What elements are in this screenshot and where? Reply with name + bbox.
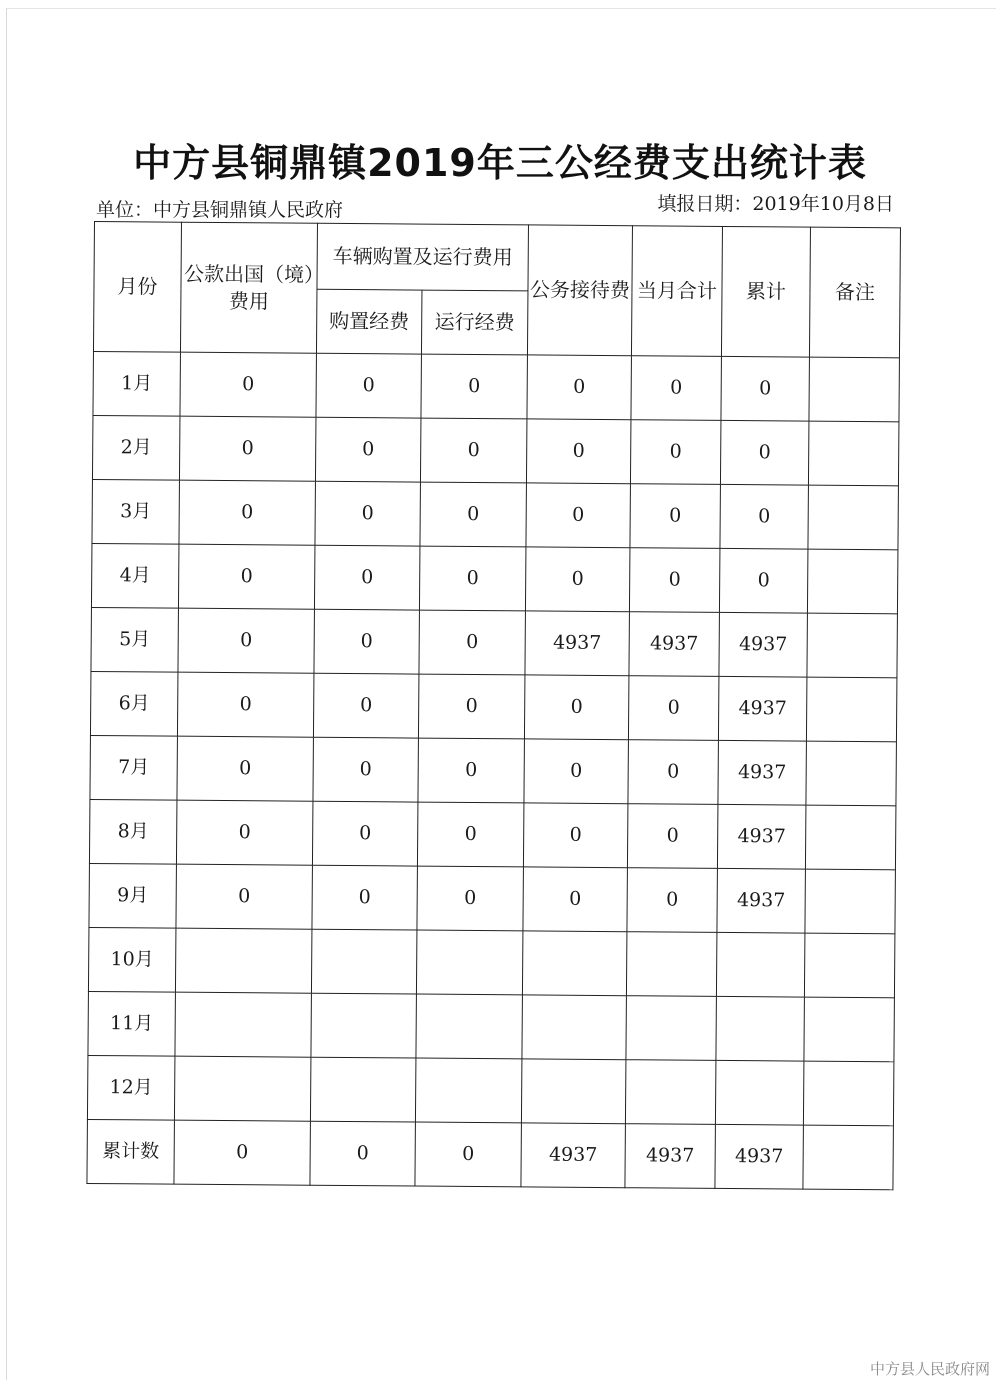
cell-vehicle-purchase: 0 — [314, 545, 419, 610]
cell-remarks — [809, 357, 899, 422]
cell-cumulative: 4937 — [717, 868, 805, 933]
cell-reception — [522, 995, 626, 1060]
table-row — [91, 543, 897, 613]
cell-remarks — [804, 933, 894, 998]
cell-cumulative: 4937 — [718, 676, 806, 741]
table-row — [92, 415, 898, 485]
cell-cumulative: 4937 — [717, 804, 805, 869]
cell-month: 10月 — [88, 927, 175, 992]
cell-reception: 0 — [523, 867, 627, 932]
cell-overseas: 0 — [176, 800, 312, 865]
cell-overseas — [174, 1056, 310, 1121]
header-monthly-total: 当月合计 — [631, 226, 722, 357]
cell-remarks — [807, 549, 897, 614]
total-reception: 4937 — [521, 1123, 625, 1188]
cell-cumulative — [715, 1060, 803, 1125]
header-vehicle-group: 车辆购置及运行费用 — [317, 223, 529, 291]
cell-cumulative — [716, 932, 804, 997]
cell-month: 11月 — [88, 991, 175, 1056]
cell-monthly-total: 0 — [631, 356, 721, 421]
cell-reception: 0 — [525, 547, 629, 612]
table-row — [92, 479, 898, 549]
cell-reception: 0 — [524, 739, 628, 804]
cell-monthly-total: 0 — [629, 548, 719, 613]
table-row — [91, 607, 897, 677]
cell-month: 2月 — [92, 415, 179, 480]
cell-monthly-total — [625, 1060, 715, 1125]
header-month: 月份 — [93, 222, 181, 353]
header-cumulative: 累计 — [721, 226, 810, 357]
table-row — [88, 991, 894, 1061]
table-row — [90, 671, 896, 741]
table-body — [87, 351, 900, 1189]
cell-overseas: 0 — [180, 352, 316, 417]
cell-overseas — [175, 928, 311, 993]
cell-vehicle-operation: 0 — [421, 354, 527, 419]
expense-table — [86, 221, 901, 1190]
cell-month: 7月 — [90, 735, 177, 800]
table-row — [88, 927, 894, 997]
cell-reception — [521, 1059, 625, 1124]
cell-monthly-total: 0 — [628, 740, 718, 805]
cell-monthly-total: 0 — [628, 676, 718, 741]
cell-vehicle-purchase: 0 — [314, 609, 419, 674]
header-reception: 公务接待费 — [527, 225, 632, 356]
cell-vehicle-operation: 0 — [419, 610, 525, 675]
cell-reception: 0 — [523, 803, 627, 868]
cell-cumulative: 4937 — [718, 740, 806, 805]
cell-vehicle-purchase: 0 — [313, 673, 418, 738]
table-row — [87, 1055, 893, 1125]
cell-month: 3月 — [92, 479, 179, 544]
total-label: 累计数 — [87, 1119, 174, 1184]
date-label: 填报日期：2019年10月8日 — [657, 193, 894, 215]
header-vehicle-operation: 运行经费 — [421, 290, 527, 355]
cell-remarks — [806, 741, 896, 806]
cell-month: 12月 — [87, 1055, 174, 1120]
cell-overseas: 0 — [178, 544, 314, 609]
cell-cumulative: 4937 — [719, 612, 807, 677]
cell-vehicle-purchase: 0 — [312, 801, 417, 866]
cell-vehicle-purchase — [311, 929, 416, 994]
cell-month: 8月 — [89, 799, 176, 864]
cell-monthly-total: 0 — [627, 868, 717, 933]
cell-remarks — [803, 1061, 893, 1126]
cell-monthly-total — [626, 932, 716, 997]
cell-cumulative: 0 — [721, 356, 809, 421]
table-row — [90, 735, 896, 805]
cell-vehicle-operation: 0 — [418, 738, 524, 803]
cell-reception: 0 — [527, 355, 631, 420]
table-row — [89, 799, 895, 869]
cell-vehicle-operation — [416, 930, 522, 995]
table-row — [89, 863, 895, 933]
cell-overseas — [175, 992, 311, 1057]
page-title: 中方县铜鼎镇2019年三公经费支出统计表 — [133, 141, 867, 185]
cell-reception: 4937 — [525, 611, 629, 676]
cell-month: 5月 — [91, 607, 178, 672]
cell-vehicle-operation: 0 — [419, 546, 525, 611]
cell-remarks — [808, 421, 898, 486]
cell-cumulative — [716, 996, 804, 1061]
cell-overseas: 0 — [177, 672, 313, 737]
cell-monthly-total: 0 — [627, 804, 717, 869]
total-overseas: 0 — [174, 1120, 310, 1185]
table-row — [93, 351, 899, 421]
cell-vehicle-operation: 0 — [418, 674, 524, 739]
total-cumulative: 4937 — [715, 1124, 803, 1189]
cell-monthly-total: 4937 — [629, 612, 719, 677]
cell-cumulative: 0 — [720, 420, 808, 485]
cell-vehicle-operation — [416, 994, 522, 1059]
cell-vehicle-operation: 0 — [420, 482, 526, 547]
cell-vehicle-operation: 0 — [417, 866, 523, 931]
cell-monthly-total: 0 — [630, 420, 720, 485]
cell-remarks — [805, 869, 895, 934]
cell-month: 1月 — [93, 351, 180, 416]
cell-vehicle-purchase: 0 — [312, 865, 417, 930]
cell-remarks — [808, 485, 898, 550]
cell-vehicle-purchase: 0 — [315, 417, 420, 482]
cell-reception: 0 — [526, 419, 630, 484]
cell-month: 9月 — [89, 863, 176, 928]
total-remarks — [803, 1125, 893, 1190]
header-remarks: 备注 — [809, 227, 900, 358]
cell-reception: 0 — [524, 675, 628, 740]
cell-overseas: 0 — [178, 608, 314, 673]
cell-reception: 0 — [526, 483, 630, 548]
cell-vehicle-purchase: 0 — [316, 353, 421, 418]
cell-month: 4月 — [91, 543, 178, 608]
cell-vehicle-purchase — [311, 993, 416, 1058]
cell-overseas: 0 — [179, 480, 315, 545]
cell-monthly-total — [626, 996, 716, 1061]
cell-remarks — [806, 677, 896, 742]
site-watermark: 中方县人民政府网 — [869, 1360, 990, 1378]
header-overseas: 公款出国（境）费用 — [180, 222, 317, 353]
header-vehicle-purchase: 购置经费 — [316, 289, 421, 354]
cell-remarks — [805, 805, 895, 870]
expense-table-wrapper — [86, 221, 900, 1190]
total-vehicle-operation: 0 — [415, 1122, 521, 1187]
cell-monthly-total: 0 — [630, 484, 720, 549]
cell-vehicle-operation: 0 — [417, 802, 523, 867]
cell-month: 6月 — [90, 671, 177, 736]
cell-vehicle-purchase: 0 — [315, 481, 420, 546]
total-row — [87, 1119, 893, 1189]
cell-overseas: 0 — [176, 864, 312, 929]
cell-overseas: 0 — [177, 736, 313, 801]
unit-label: 单位：中方县铜鼎镇人民政府 — [96, 199, 344, 221]
cell-vehicle-operation: 0 — [420, 418, 526, 483]
cell-cumulative: 0 — [720, 484, 808, 549]
cell-remarks — [804, 997, 894, 1062]
total-vehicle-purchase: 0 — [310, 1121, 415, 1186]
cell-remarks — [807, 613, 897, 678]
cell-reception — [522, 931, 626, 996]
cell-cumulative: 0 — [719, 548, 807, 613]
cell-vehicle-purchase — [310, 1057, 415, 1122]
total-monthly-total: 4937 — [625, 1124, 715, 1189]
cell-overseas: 0 — [179, 416, 315, 481]
cell-vehicle-operation — [415, 1058, 521, 1123]
cell-vehicle-purchase: 0 — [313, 737, 418, 802]
